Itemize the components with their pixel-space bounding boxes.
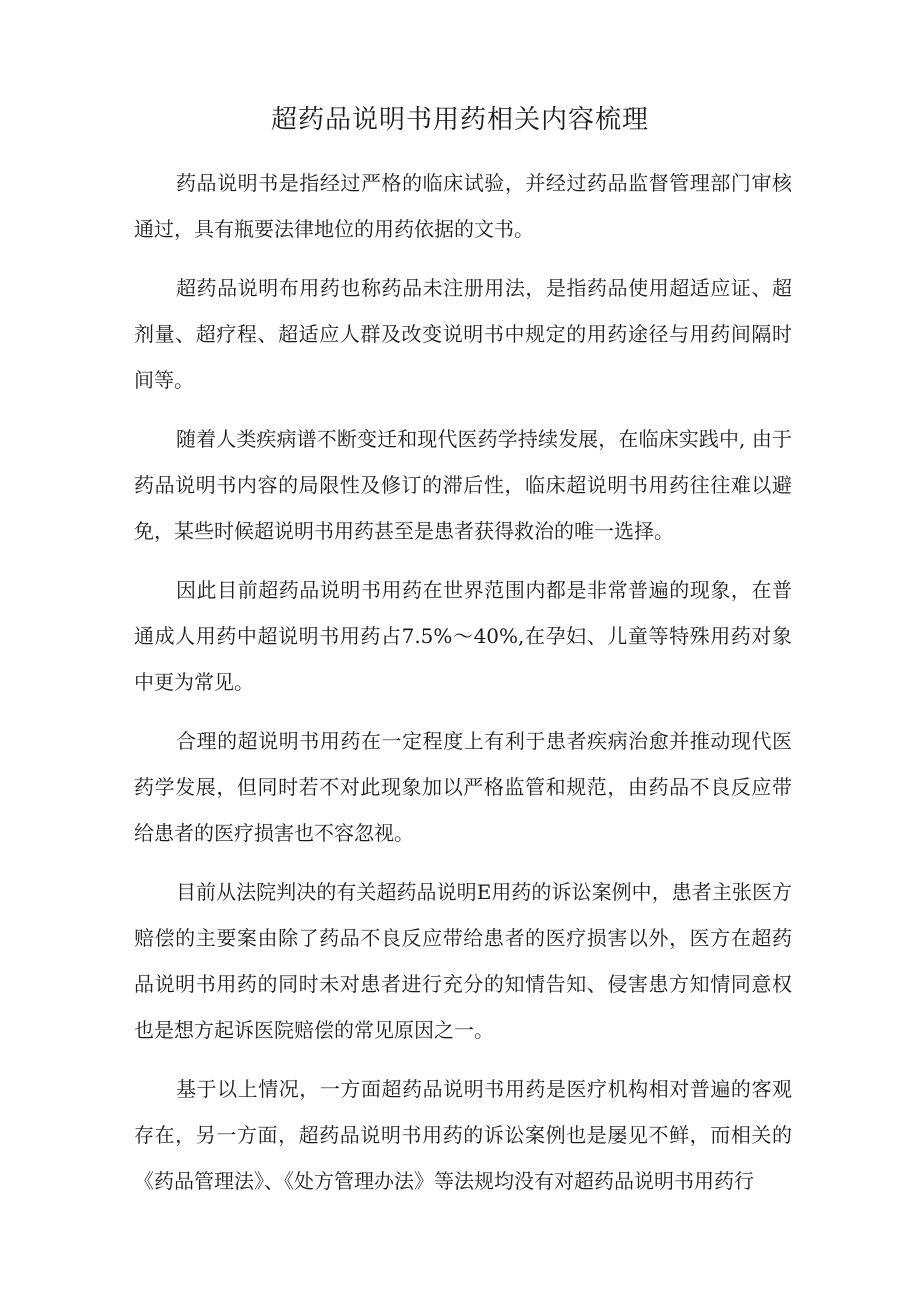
paragraph-summary: 基于以上情况，一方面超药品说明书用药是医疗机构相对普遍的客观存在，另一方面，超药品说明书用药的诉讼案例也是屡见不鲜，而相关的《药品管理法》、《处方管理办法》等法规均没有对超药品说明书用药行	[134, 1077, 792, 1193]
document-title: 超药品说明书用药相关内容梳理	[270, 105, 649, 135]
paragraph-off-label-definition: 超药品说明布用药也称药品未注册用法，是指药品使用超适应证、超剂量、超疗程、超适应人群及改变说明书中规定的用药途径与用药间隔时间等。	[134, 276, 792, 392]
paragraph-background: 随着人类疾病谱不断变迁和现代医药学持续发展，在临床实践中, 由于药品说明书内容的局限性及修订的滞后性，临床超说明书用药往往难以避免，某些时候超说明书用药甚至是患者获得救治的唯一选择。	[134, 427, 792, 543]
paragraph-regulation-need: 合理的超说明书用药在一定程度上有利于患者疾病治愈并推动现代医药学发展，但同时若不对此现象加以严格监管和规范，由药品不良反应带给患者的医疗损害也不容忽视。	[134, 729, 792, 845]
paragraph-definition: 药品说明书是指经过严格的临床试验，并经过药品监督管理部门审核通过，具有瓶要法律地位的用药依据的文书。	[134, 171, 792, 241]
paragraph-litigation: 目前从法院判决的有关超药品说明E用药的诉讼案例中，患者主张医方赔偿的主要案由除了药品不良反应带给患者的医疗损害以外，医方在超药品说明书用药的同时未对患者进行充分的知情告知、侵害患方知情同意权也是想方起诉医院赔偿的常见原因之一。	[134, 880, 792, 1042]
paragraph-prevalence: 因此目前超药品说明书用药在世界范围内都是非常普遍的现象，在普通成人用药中超说明书用药占7.5%～40%,在孕妇、儿童等特殊用药对象中更为常见。	[134, 578, 792, 694]
document-body	[134, 160, 792, 1217]
